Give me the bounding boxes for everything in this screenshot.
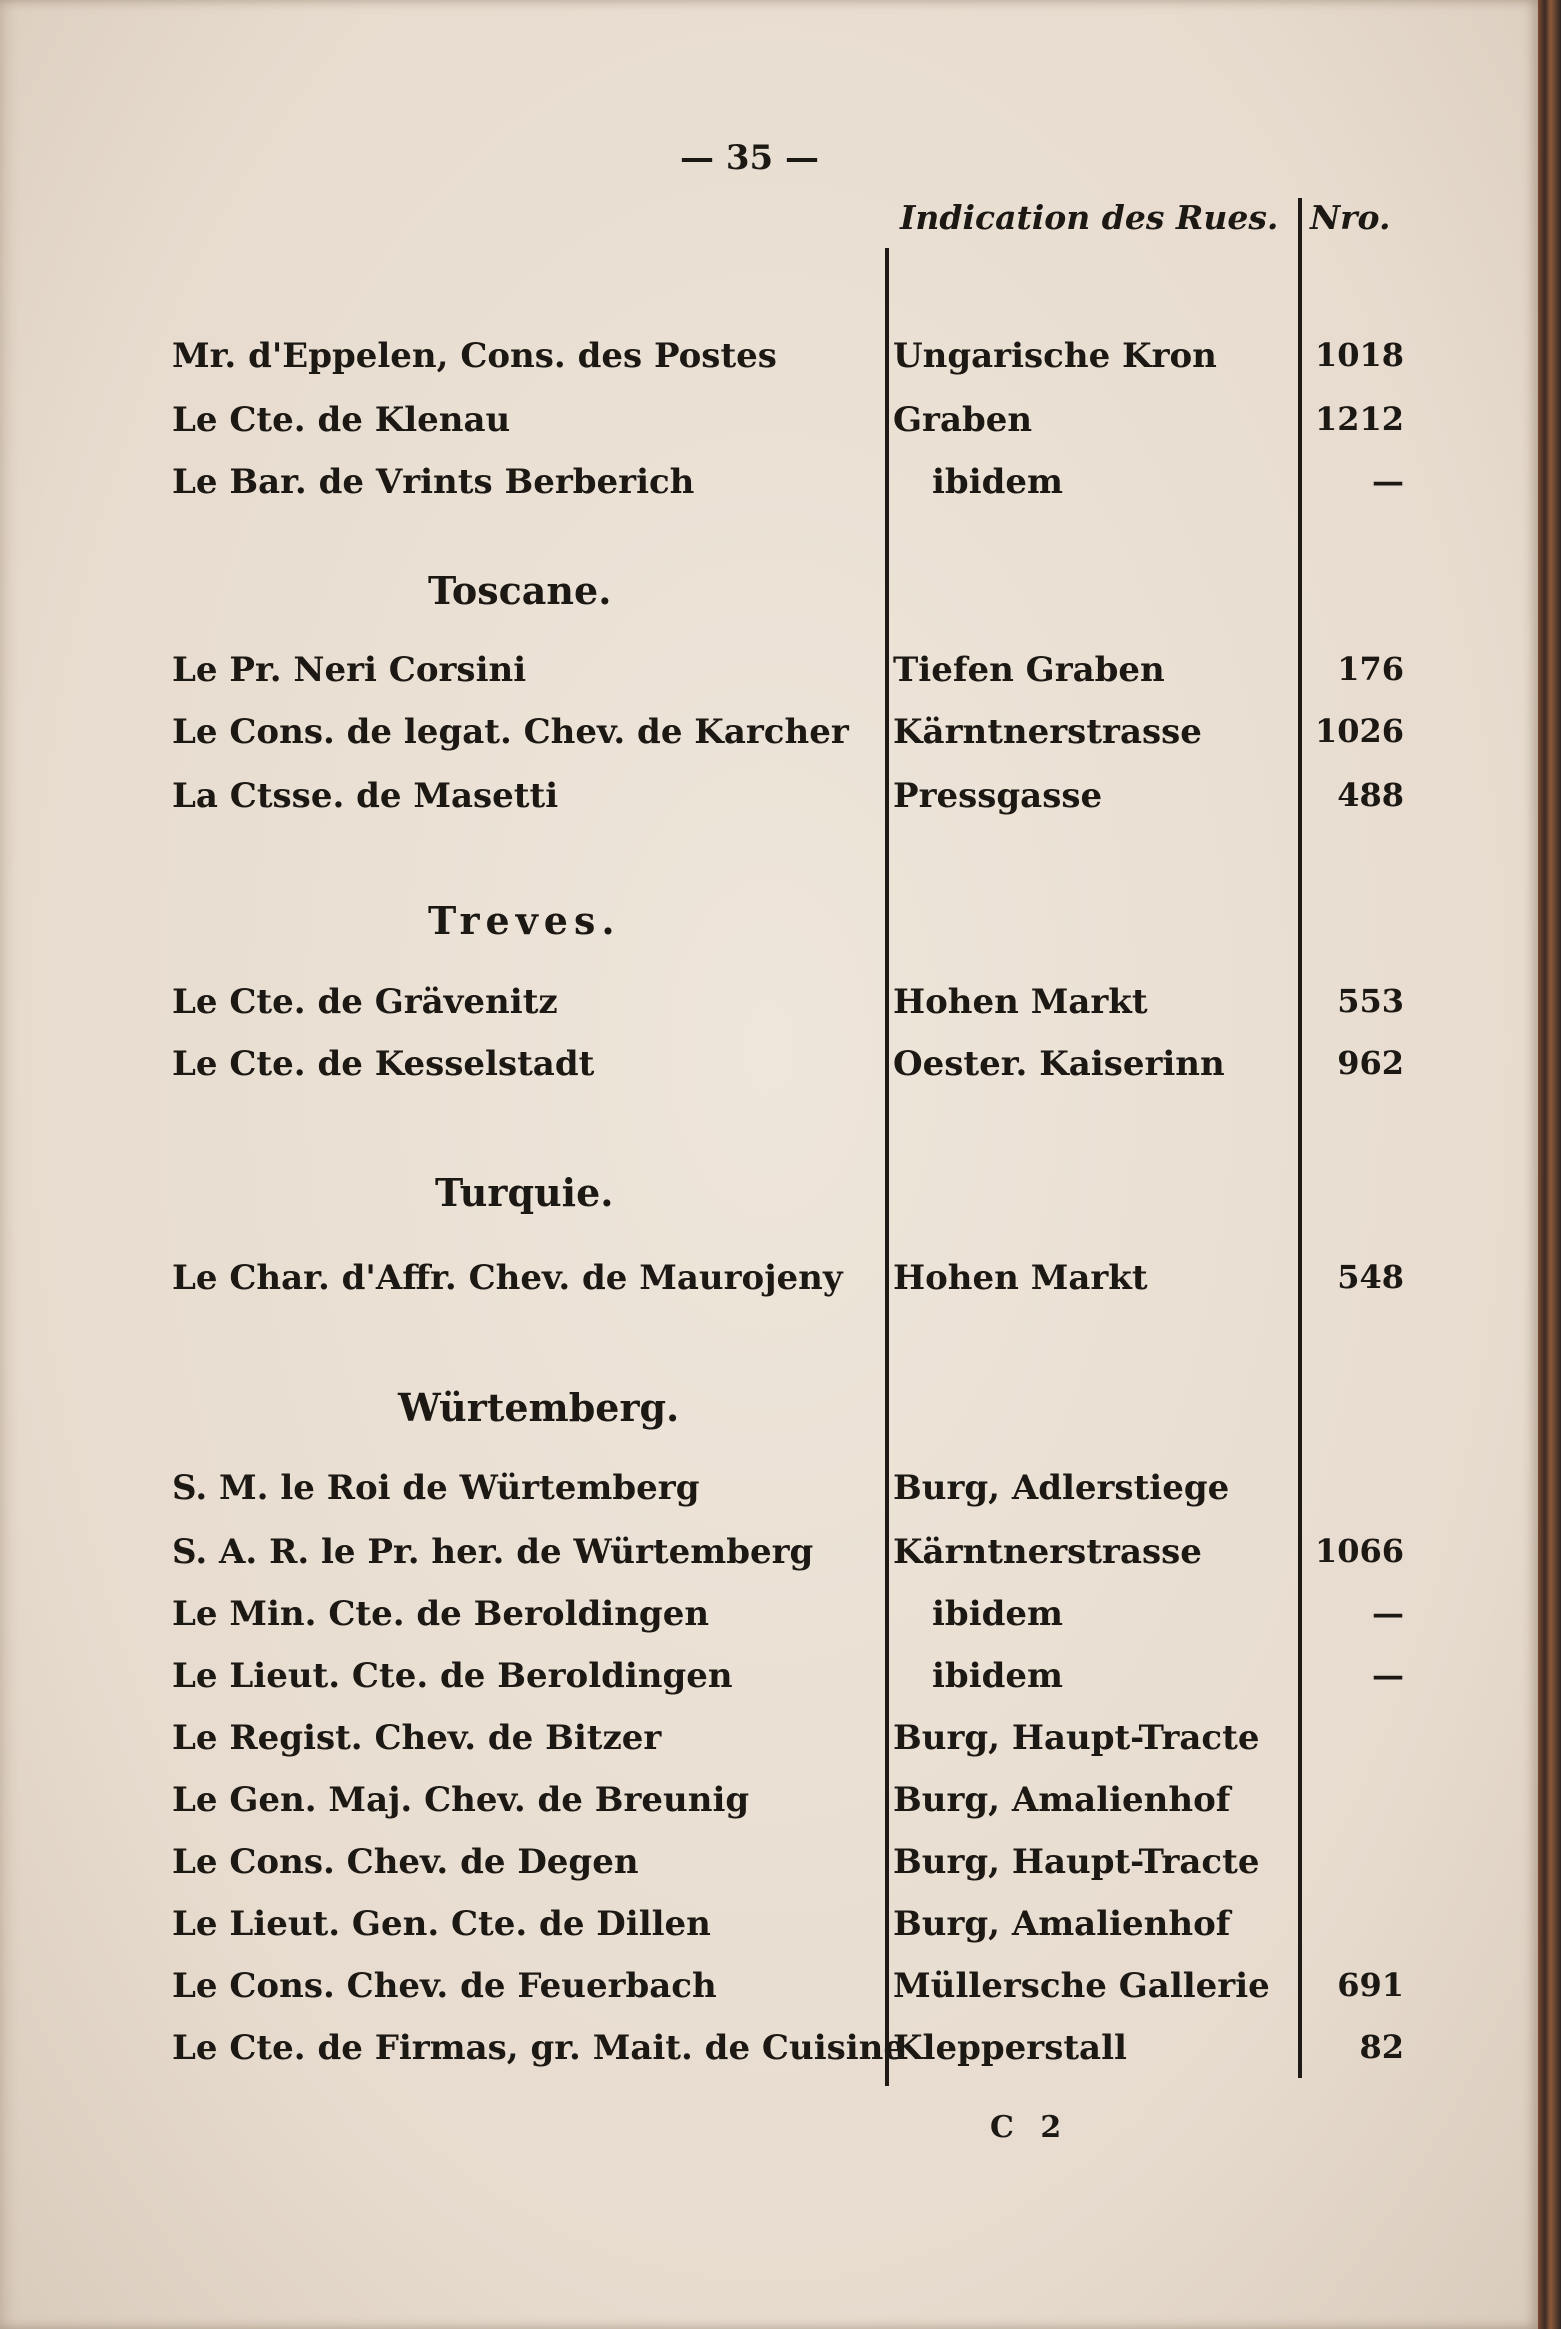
signature-mark: C 2 (990, 2110, 1070, 2145)
house-number: 1018 (1314, 336, 1404, 374)
table-row (0, 1904, 1538, 1966)
table-row (0, 1468, 1538, 1530)
house-number: — (1372, 1594, 1404, 1632)
table-row (0, 982, 1538, 1044)
person-name: Le Lieut. Cte. de Beroldingen (172, 1656, 733, 1696)
house-number: 1066 (1314, 1532, 1404, 1570)
column-header-street: Indication des Rues. (900, 198, 1279, 237)
table-row (0, 1258, 1538, 1320)
book-edge (1538, 0, 1561, 2329)
house-number: 488 (1337, 776, 1404, 814)
person-name: Le Cons. de legat. Chev. de Karcher (172, 712, 849, 752)
house-number: 1212 (1314, 400, 1404, 438)
street-name: Graben (893, 400, 1033, 440)
table-row (0, 1966, 1538, 2028)
person-name: Le Regist. Chev. de Bitzer (172, 1718, 662, 1758)
section-title-toscane: Toscane. (428, 568, 612, 613)
street-name: Ungarische Kron (893, 336, 1217, 376)
house-number: 962 (1337, 1044, 1404, 1082)
house-number: 1026 (1314, 712, 1404, 750)
house-number: 548 (1337, 1258, 1404, 1296)
street-name: Kärntnerstrasse (893, 712, 1202, 752)
street-name: Burg, Amalienhof (893, 1780, 1231, 1820)
table-row (0, 1532, 1538, 1594)
person-name: Le Cte. de Klenau (172, 400, 511, 440)
street-name: Oester. Kaiserinn (893, 1044, 1225, 1084)
table-row (0, 2028, 1538, 2090)
person-name: Le Bar. de Vrints Berberich (172, 462, 695, 502)
house-number: 82 (1359, 2028, 1404, 2066)
person-name: Le Cons. Chev. de Degen (172, 1842, 639, 1882)
section-title-turquie: Turquie. (435, 1170, 614, 1215)
person-name: Le Cte. de Grävenitz (172, 982, 558, 1022)
table-row (0, 336, 1538, 398)
section-title-treves: Treves. (428, 898, 621, 943)
street-name: Burg, Haupt-Tracte (893, 1842, 1260, 1882)
section-title-wurtemberg: Würtemberg. (398, 1385, 680, 1430)
table-row (0, 462, 1538, 524)
street-name: Pressgasse (893, 776, 1103, 816)
street-name: ibidem (932, 1656, 1063, 1696)
street-name: ibidem (932, 1594, 1063, 1634)
table-row (0, 1594, 1538, 1656)
table-row (0, 1656, 1538, 1718)
street-name: ibidem (932, 462, 1063, 502)
table-row (0, 1842, 1538, 1904)
table-row (0, 1780, 1538, 1842)
person-name: Le Gen. Maj. Chev. de Breunig (172, 1780, 750, 1820)
table-row (0, 650, 1538, 712)
street-name: Burg, Haupt-Tracte (893, 1718, 1260, 1758)
person-name: Le Cons. Chev. de Feuerbach (172, 1966, 717, 2006)
column-header-number: Nro. (1310, 198, 1391, 237)
person-name: Mr. d'Eppelen, Cons. des Postes (172, 336, 777, 376)
table-row (0, 400, 1538, 462)
table-row (0, 1044, 1538, 1106)
street-name: Klepperstall (893, 2028, 1127, 2068)
street-name: Kärntnerstrasse (893, 1532, 1202, 1572)
street-name: Burg, Adlerstiege (893, 1468, 1230, 1508)
house-number: 176 (1337, 650, 1404, 688)
page-number: — 35 — (680, 138, 819, 178)
person-name: Le Min. Cte. de Beroldingen (172, 1594, 710, 1634)
person-name: Le Cte. de Kesselstadt (172, 1044, 595, 1084)
table-row (0, 776, 1538, 838)
street-name: Müllersche Gallerie (893, 1966, 1270, 2006)
table-row (0, 1718, 1538, 1780)
person-name: Le Pr. Neri Corsini (172, 650, 527, 690)
person-name: Le Char. d'Affr. Chev. de Maurojeny (172, 1258, 843, 1298)
house-number: 691 (1337, 1966, 1404, 2004)
house-number: 553 (1337, 982, 1404, 1020)
street-name: Hohen Markt (893, 982, 1148, 1022)
table-row (0, 712, 1538, 774)
person-name: La Ctsse. de Masetti (172, 776, 559, 816)
person-name: Le Cte. de Firmas, gr. Mait. de Cuisine (172, 2028, 906, 2068)
street-name: Hohen Markt (893, 1258, 1148, 1298)
person-name: Le Lieut. Gen. Cte. de Dillen (172, 1904, 711, 1944)
street-name: Tiefen Graben (893, 650, 1165, 690)
house-number: — (1372, 462, 1404, 500)
person-name: S. A. R. le Pr. her. de Würtemberg (172, 1532, 814, 1572)
house-number: — (1372, 1656, 1404, 1694)
person-name: S. M. le Roi de Würtemberg (172, 1468, 700, 1508)
street-name: Burg, Amalienhof (893, 1904, 1231, 1944)
